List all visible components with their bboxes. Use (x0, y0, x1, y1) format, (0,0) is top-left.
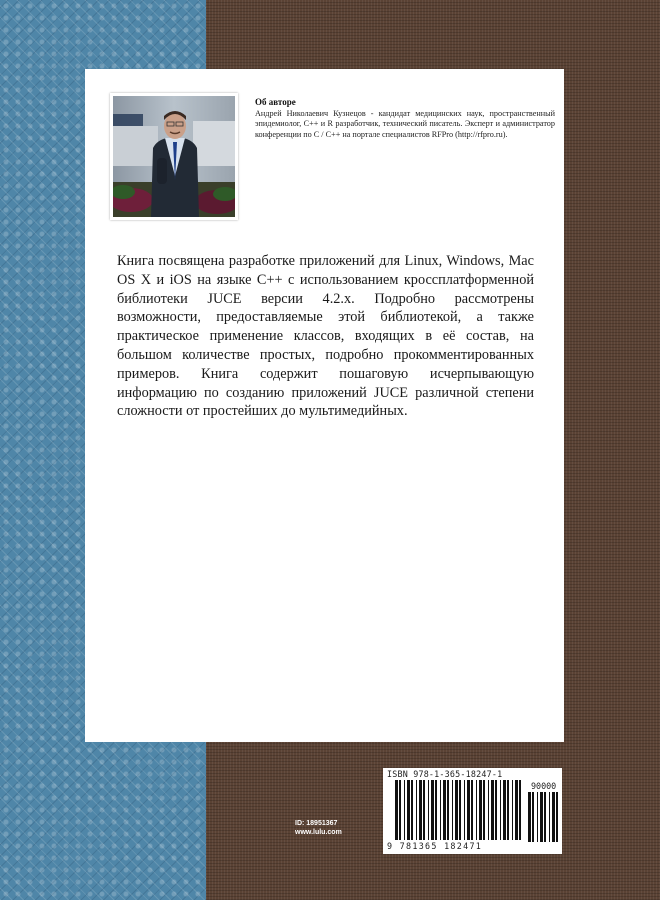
barcode-bar (537, 792, 538, 842)
barcode-bar (552, 792, 555, 842)
author-photo-image (113, 96, 235, 217)
barcode-bar (440, 780, 441, 840)
barcode-bar (467, 780, 470, 840)
barcode-bar (491, 780, 494, 840)
barcode-bar (479, 780, 482, 840)
barcode-bar (395, 780, 398, 840)
barcode-bar (459, 780, 461, 840)
barcode-bar (471, 780, 473, 840)
barcode-bar (404, 780, 405, 840)
barcode-bar (507, 780, 509, 840)
barcode-bar (532, 792, 534, 842)
author-heading: Об авторе (255, 97, 296, 107)
publisher-url[interactable]: www.lulu.com (295, 829, 342, 836)
barcode-bar (464, 780, 465, 840)
barcode (383, 768, 562, 854)
barcode-bar (419, 780, 422, 840)
barcode-bar (519, 780, 521, 840)
barcode-bar (528, 792, 531, 842)
barcode-bar (435, 780, 437, 840)
barcode-bar (549, 792, 550, 842)
barcode-bar (455, 780, 458, 840)
barcode-bar (512, 780, 513, 840)
barcode-bar (476, 780, 477, 840)
isbn-label: ISBN 978-1-365-18247-1 (387, 769, 503, 779)
barcode-bar (431, 780, 434, 840)
barcode-bar (544, 792, 546, 842)
barcode-bar (407, 780, 410, 840)
barcode-bar (495, 780, 497, 840)
barcode-bar (428, 780, 429, 840)
barcode-bar (483, 780, 485, 840)
barcode-bar (540, 792, 543, 842)
book-description: Книга посвящена разработке приложений для Linux, Windows, Mac OS X и iOS на языке C++ с использованием кроссплатформенной библиотеки JUCE версии 4.2.x. Подробно рассмотрены возможности, предоставляемые этой библиотекой, а также практическое применение классов, входящих в её состав, на большом количестве простых, подробно прокомментированных примеров. Книга содержит пошаговую исчерпывающую информацию по созданию приложений JUCE различной степени сложности от простейших до мультимедийных. (117, 253, 534, 420)
barcode-addon-digits: 90000 (531, 781, 557, 791)
barcode-digits: 9 781365 182471 (387, 841, 483, 851)
barcode-bar (447, 780, 449, 840)
barcode-bar (411, 780, 413, 840)
barcode-bar (416, 780, 417, 840)
barcode-bar (515, 780, 518, 840)
barcode-bar (500, 780, 501, 840)
barcode-bar (443, 780, 446, 840)
publisher-id: ID: 18951367 (295, 820, 338, 827)
barcode-bar (399, 780, 401, 840)
author-photo (110, 93, 238, 220)
barcode-bar (423, 780, 425, 840)
author-bio: Андрей Николаевич Кузнецов - кандидат медицинских наук, пространственный эпидемиолог, С++ и R разработчик, технический писатель. Эксперт и администратор конференции по С / С++ на портале специалистов RFPro (http://rfpro.ru). (255, 109, 555, 139)
barcode-bar (503, 780, 506, 840)
barcode-bar (488, 780, 489, 840)
barcode-bar (452, 780, 453, 840)
barcode-bar (556, 792, 558, 842)
